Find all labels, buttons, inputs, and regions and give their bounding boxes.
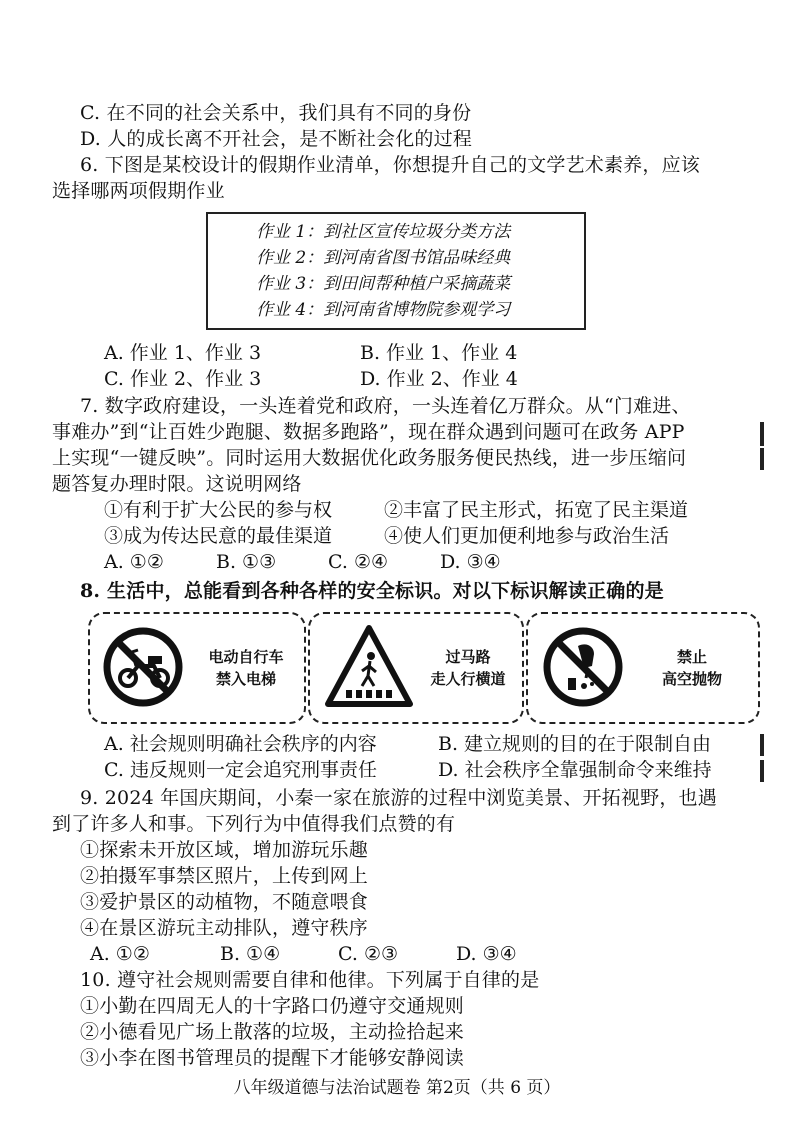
q7-option-b: B. ①③ [216, 551, 277, 573]
q6-stem-line2: 选择哪两项假期作业 [52, 180, 225, 202]
homework-item: 作业 4：到河南省博物院参观学习 [256, 300, 511, 320]
q10-stem: 10. 遵守社会规则需要自律和他律。下列属于自律的是 [80, 969, 540, 991]
sign-caption-line1: 电动自行车 [208, 648, 284, 666]
sign-caption-line2: 高空抛物 [661, 670, 722, 688]
q5-option-c: C. 在不同的社会关系中，我们具有不同的身份 [80, 102, 472, 124]
q8-option-b: B. 建立规则的目的在于限制自由 [438, 733, 712, 755]
sign-caption-line2: 走人行横道 [430, 670, 506, 688]
no-throwing-icon [542, 626, 624, 708]
q9-option-a: A. ①② [90, 943, 150, 965]
scan-edge-mark [760, 448, 764, 470]
q7-option-d: D. ③④ [440, 551, 501, 573]
q10-statement-2: ②小德看见广场上散落的垃圾，主动捡拾起来 [80, 1021, 465, 1043]
homework-list-box [206, 212, 586, 330]
sign-caption-line2: 禁入电梯 [215, 670, 276, 688]
q9-statement-3: ③爱护景区的动植物，不随意喂食 [80, 891, 369, 913]
q7-stem-line4: 题答复办理时限。这说明网络 [52, 473, 302, 495]
q6-stem-line1: 6. 下图是某校设计的假期作业清单，你想提升自己的文学艺术素养，应该 [80, 154, 700, 176]
q9-option-d: D. ③④ [456, 943, 517, 965]
crosswalk-icon [324, 624, 414, 708]
q9-stem-line1: 9. 2024 年国庆期间，小秦一家在旅游的过程中浏览美景、开拓视野，也遇 [80, 787, 717, 809]
q5-option-d: D. 人的成长离不开社会，是不断社会化的过程 [80, 128, 473, 150]
q7-stem-line3: 上实现“一键反映”。同时运用大数据优化政务服务便民热线，进一步压缩问 [52, 447, 687, 469]
q7-stem-line2: 事难办”到“让百姓少跑腿、数据多跑路”，现在群众遇到问题可在政务 APP [52, 421, 685, 443]
q9-option-b: B. ①④ [220, 943, 281, 965]
no-ebike-icon [102, 626, 184, 708]
q7-stem-line1: 7. 数字政府建设，一头连着党和政府，一头连着亿万群众。从“门难进、 [80, 395, 691, 417]
q10-statement-3: ③小李在图书管理员的提醒下才能够安静阅读 [80, 1047, 465, 1069]
q7-option-a: A. ①② [104, 551, 164, 573]
homework-item: 作业 1：到社区宣传垃圾分类方法 [256, 222, 511, 242]
q8-option-d: D. 社会秩序全靠强制命令来维持 [438, 759, 712, 781]
sign-caption-line1: 禁止 [676, 648, 707, 666]
sign-crosswalk [308, 612, 524, 724]
q6-option-a: A. 作业 1、作业 3 [104, 342, 262, 364]
scan-edge-mark [760, 760, 764, 782]
scan-edge-mark [760, 422, 764, 446]
q7-statement-4: ④使人们更加便利地参与政治生活 [384, 525, 670, 547]
page-footer: 八年级道德与法治试题卷 第2页（共 6 页） [233, 1078, 561, 1098]
q9-option-c: C. ②③ [338, 943, 399, 965]
q9-statement-2: ②拍摄军事禁区照片，上传到网上 [80, 865, 369, 887]
homework-item: 作业 3：到田间帮种植户采摘蔬菜 [256, 274, 511, 294]
q8-option-c: C. 违反规则一定会追究刑事责任 [104, 759, 377, 781]
q7-statement-2: ②丰富了民主形式，拓宽了民主渠道 [384, 499, 689, 521]
q7-statement-1: ①有利于扩大公民的参与权 [104, 499, 333, 521]
q8-option-a: A. 社会规则明确社会秩序的内容 [104, 733, 377, 755]
sign-caption-line1: 过马路 [445, 648, 491, 666]
scan-edge-mark [760, 734, 764, 756]
q7-option-c: C. ②④ [328, 551, 389, 573]
q9-statement-1: ①探索未开放区域，增加游玩乐趣 [80, 839, 369, 861]
sign-no-throwing [526, 612, 760, 724]
q6-option-c: C. 作业 2、作业 3 [104, 368, 262, 390]
q9-statement-4: ④在景区游玩主动排队，遵守秩序 [80, 917, 369, 939]
sign-no-ebike [88, 612, 306, 724]
q7-statement-3: ③成为传达民意的最佳渠道 [104, 525, 333, 547]
q6-option-d: D. 作业 2、作业 4 [360, 368, 518, 390]
homework-item: 作业 2：到河南省图书馆品味经典 [256, 248, 511, 268]
q8-stem: 8. 生活中，总能看到各种各样的安全标识。对以下标识解读正确的是 [80, 580, 664, 602]
q10-statement-1: ①小勤在四周无人的十字路口仍遵守交通规则 [80, 995, 465, 1017]
q9-stem-line2: 到了许多人和事。下列行为中值得我们点赞的有 [52, 813, 456, 835]
q6-option-b: B. 作业 1、作业 4 [360, 342, 518, 364]
